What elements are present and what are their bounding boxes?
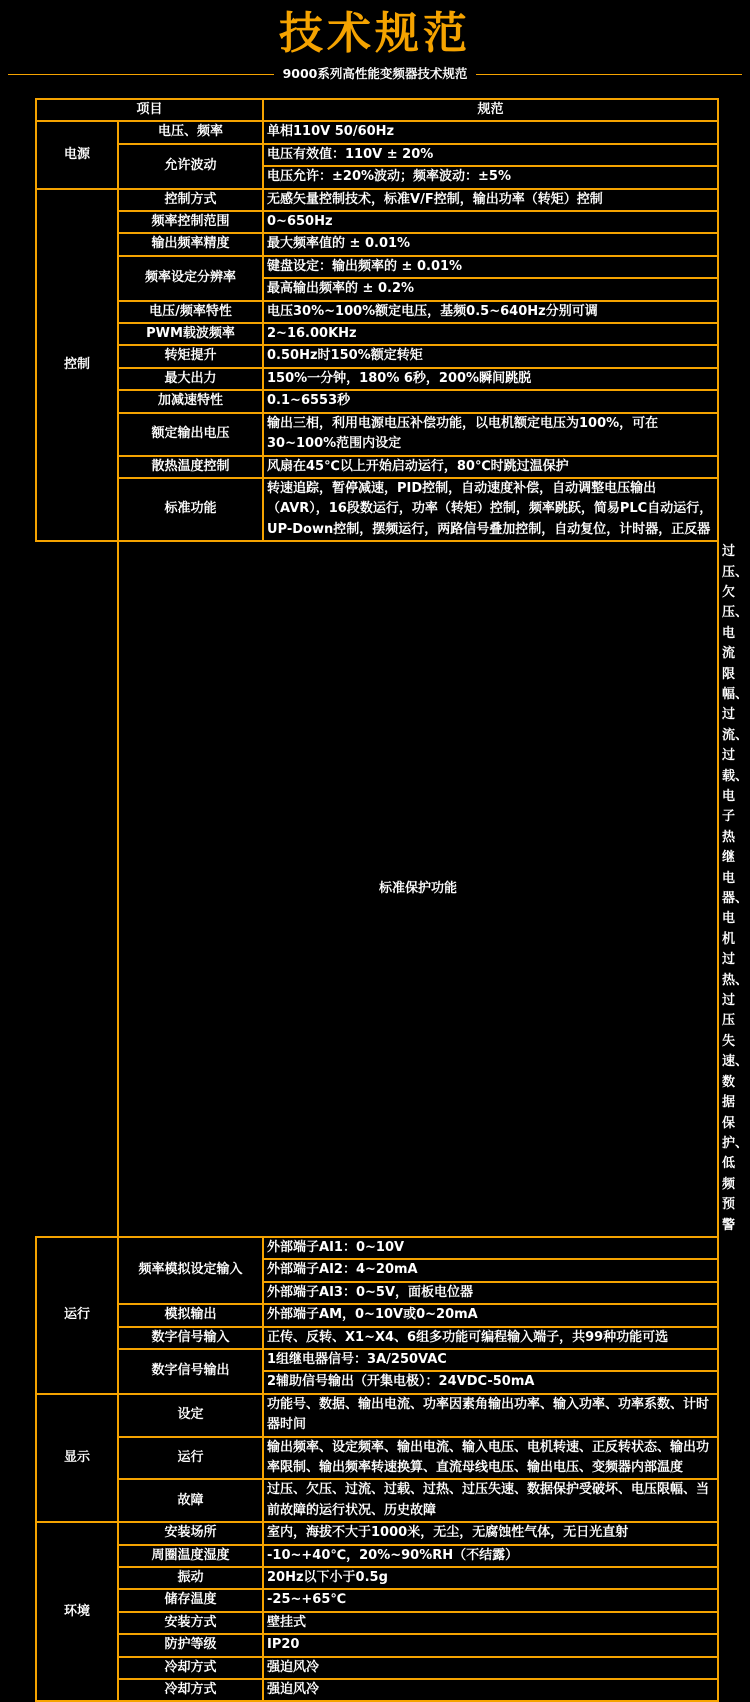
spec-value-cell: 0~650Hz [263, 211, 718, 233]
table-row [36, 323, 718, 345]
spec-value-cell: 过压、欠压、过流、过载、过热、过压失速、数据保护受破坏、电压限幅、当前故障的运行状况、历史故障 [263, 1479, 718, 1522]
item-cell: 运行 [118, 1437, 263, 1480]
item-cell: 储存温度 [118, 1589, 263, 1611]
table-row [36, 211, 718, 233]
item-cell: 安装场所 [118, 1522, 263, 1544]
item-cell: 加减速特性 [118, 390, 263, 412]
item-cell: 散热温度控制 [118, 456, 263, 478]
item-cell: 振动 [118, 1567, 263, 1589]
item-cell: 电压、频率 [118, 121, 263, 143]
divider-right [476, 74, 742, 75]
item-cell: 数字信号输入 [118, 1327, 263, 1349]
table-row [36, 1679, 718, 1701]
spec-value-cell: 外部端子AI2：4~20mA [263, 1259, 718, 1281]
spec-value-cell: 20Hz以下小于0.5g [263, 1567, 718, 1589]
item-cell: 转矩提升 [118, 345, 263, 367]
item-cell: 故障 [118, 1479, 263, 1522]
table-row [36, 233, 718, 255]
table-row [36, 121, 718, 143]
spec-value-cell: 转速追踪，暂停减速，PID控制，自动速度补偿，自动调整电压输出（AVR），16段数运行，功率（转矩）控制，频率跳跃，简易PLC自动运行，UP-Down控制，摆频运行，两路信号叠加控制，自动复位，计时器，正反器 [263, 478, 718, 541]
spec-value-cell: -25~+65℃ [263, 1589, 718, 1611]
category-cell: 运行 [36, 1237, 118, 1394]
item-cell: 额定输出电压 [118, 413, 263, 456]
item-cell: 冷却方式 [118, 1657, 263, 1679]
category-cell: 标准保护功能 [118, 541, 718, 1237]
spec-value-cell: 室内，海拔不大于1000米，无尘，无腐蚀性气体，无日光直射 [263, 1522, 718, 1544]
spec-value-cell: 2~16.00KHz [263, 323, 718, 345]
table-row [36, 1634, 718, 1656]
item-cell: 标准功能 [118, 478, 263, 541]
table-row [36, 1237, 718, 1259]
spec-value-cell: 外部端子AI3：0~5V，面板电位器 [263, 1282, 718, 1304]
item-cell: 频率设定分辨率 [118, 256, 263, 301]
spec-value-cell: 单相110V 50/60Hz [263, 121, 718, 143]
item-cell: 数字信号输出 [118, 1349, 263, 1394]
spec-value-cell: 壁挂式 [263, 1612, 718, 1634]
table-row [36, 390, 718, 412]
spec-value-cell: 功能号、数据、输出电流、功率因素角输出功率、输入功率、功率系数、计时器时间 [263, 1394, 718, 1437]
spec-value-cell: 最大频率值的 ± 0.01% [263, 233, 718, 255]
spec-value-cell: 1组继电器信号：3A/250VAC [263, 1349, 718, 1371]
page-subtitle: 9000系列高性能变频器技术规范 [282, 66, 468, 81]
item-cell: 安装方式 [118, 1612, 263, 1634]
table-row [36, 368, 718, 390]
table-row [36, 345, 718, 367]
table-row [36, 1589, 718, 1611]
spec-value-cell: 风扇在45℃以上开始启动运行，80℃时跳过温保护 [263, 456, 718, 478]
table-row [36, 189, 718, 211]
spec-value-cell: 电压有效值：110V ± 20% [263, 144, 718, 166]
page-title: 技术规范 [279, 8, 471, 59]
item-cell: 设定 [118, 1394, 263, 1437]
spec-value-cell: 强迫风冷 [263, 1679, 718, 1701]
spec-value-cell: 0.50Hz时150%额定转矩 [263, 345, 718, 367]
item-cell: 频率模拟设定输入 [118, 1237, 263, 1304]
spec-value-cell: 正传、反转、X1~X4、6组多功能可编程输入端子，共99种功能可选 [263, 1327, 718, 1349]
header-item: 项目 [36, 99, 263, 121]
spec-value-cell: 输出频率、设定频率、输出电流、输入电压、电机转速、正反转状态、输出功率限制、输出频率转速换算、直流母线电压、输出电压、变频器内部温度 [263, 1437, 718, 1480]
item-cell: 输出频率精度 [118, 233, 263, 255]
item-cell: 模拟输出 [118, 1304, 263, 1326]
table-header-row [36, 99, 718, 121]
spec-value-cell: 2辅助信号输出（开集电极）：24VDC-50mA [263, 1371, 718, 1393]
spec-value-cell: 输出三相，利用电源电压补偿功能，以电机额定电压为100%，可在30~100%范围内设定 [263, 413, 718, 456]
table-row [36, 144, 718, 166]
table-row [36, 1522, 718, 1544]
spec-value-cell: 电压30%~100%额定电压，基频0.5~640Hz分别可调 [263, 301, 718, 323]
item-cell: 允许波动 [118, 144, 263, 189]
item-cell: 频率控制范围 [118, 211, 263, 233]
item-cell: 防护等级 [118, 1634, 263, 1656]
category-cell: 显示 [36, 1394, 118, 1522]
item-cell: 周圈温度湿度 [118, 1545, 263, 1567]
spec-value-cell: 强迫风冷 [263, 1657, 718, 1679]
category-cell: 控制 [36, 189, 118, 542]
spec-value-cell: 150%一分钟，180% 6秒，200%瞬间跳脱 [263, 368, 718, 390]
item-cell: 控制方式 [118, 189, 263, 211]
spec-value-cell: 电压允许：±20%波动；频率波动：±5% [263, 166, 718, 188]
table-row [36, 1545, 718, 1567]
header-spec: 规范 [263, 99, 718, 121]
spec-value-cell: -10~+40℃，20%~90%RH（不结露） [263, 1545, 718, 1567]
table-row [36, 1304, 718, 1326]
spec-value-cell: 键盘设定：输出频率的 ± 0.01% [263, 256, 718, 278]
item-cell: 冷却方式 [118, 1679, 263, 1701]
spec-value-cell: 外部端子AI1：0~10V [263, 1237, 718, 1259]
spec-value-cell: 外部端子AM，0~10V或0~20mA [263, 1304, 718, 1326]
category-cell: 电源 [36, 121, 118, 188]
table-row [36, 1612, 718, 1634]
spec-value-cell: IP20 [263, 1634, 718, 1656]
table-row [36, 456, 718, 478]
table-row [36, 1657, 718, 1679]
category-cell: 环境 [36, 1522, 118, 1701]
table-row [36, 256, 718, 278]
table-row [36, 1567, 718, 1589]
table-row [36, 301, 718, 323]
item-cell: 电压/频率特性 [118, 301, 263, 323]
spec-value-cell: 0.1~6553秒 [263, 390, 718, 412]
spec-value-cell: 最高输出频率的 ± 0.2% [263, 278, 718, 300]
subtitle-bar [0, 64, 750, 84]
item-cell: 最大出力 [118, 368, 263, 390]
spec-table-body: 项目 规范 电源 电压、频率 单相110V 50/60Hz 允许波动 电压有效值：110V ± 20% 电压允许：±20%波动；频率波动：±5% 控制 控制方式 无感矢量控制技术，标准V/F控制，输出功率（转矩）控制 频率控制范围 0~650Hz 输出频率精度 最大频率值的 ± 0.01% 频率设定分辨率 键盘设定：输出频率的 ± 0.01% 最高输出频率的 ± 0.2% 电压/频率特性 电压30%~100%额定电压，基频0.5~640Hz分别可调 PWM载波频率 2~16.00KHz 转矩提升 0.50Hz时150%额定转矩 最大出力 150%一分钟，180% 6秒，200%瞬间跳脱 加减速特性 0.1~6553秒 额定输出电压 输出三相，利用电源电压补偿功能，以电机额定电压为100%，可在30~100%范围内设定 散热温度控制 风扇在45℃以上开始启动运行，80℃时跳过温保护 标准功能 转速追踪，暂停减速，PID控制，自动速度补偿，自动调整电压输出（AVR），16段数运行，功率（转矩）控制，频率跳跃，简易PLC自动运行，UP-Down控制，摆频运行，两路信号叠加控制，自动复位，计时器，正反器 标准保护功能 过压、欠压、电流限幅、过流、过载、电子热继电器、电机过热、过压失速、数据保护、低频预警 运行 频率模拟设定输入 外部端子AI1：0~10V 外部端子AI2：4~20mA 外部端子AI3：0~5V，面板电位器 模拟输出 外部端子AM，0~10V或0~20mA 数字信号输入 正传、反转、X1~X4、6组多功能可编程输入端子，共99种功能可选 数字信号输出 1组继电器信号：3A/250VAC 2辅助信号输出（开集电极）：24VDC-50mA 显示 设定 功能号、数据、输出电流、功率因素角输出功率、输入功率、功率系数、计时器时间 运行 输出频率、设定频率、输出电流、输入电压、电机转速、正反转状态、输出功率限制、输出频率转速换算、直流母线电压、输出电压、变频器内部温度 故障 过压、欠压、过流、过载、过热、过压失速、数据保护受破坏、电压限幅、当前故障的运行状况、历史故障 环境 安装场所 室内，海拔不大于1000米，无尘，无腐蚀性气体，无日光直射 周圈温度湿度 -10~+40℃，20%~90%RH（不结露） 振动 20Hz以下小于0.5g 储存温度 -25~+65℃ 安装方式 壁挂式 防护等级 IP20 冷却方式 强迫风冷 冷却方式 强迫风冷 [36, 99, 718, 1701]
table-row [36, 1349, 718, 1371]
spec-table [35, 98, 749, 1702]
spec-value-cell: 无感矢量控制技术，标准V/F控制，输出功率（转矩）控制 [263, 189, 718, 211]
item-cell: PWM载波频率 [118, 323, 263, 345]
